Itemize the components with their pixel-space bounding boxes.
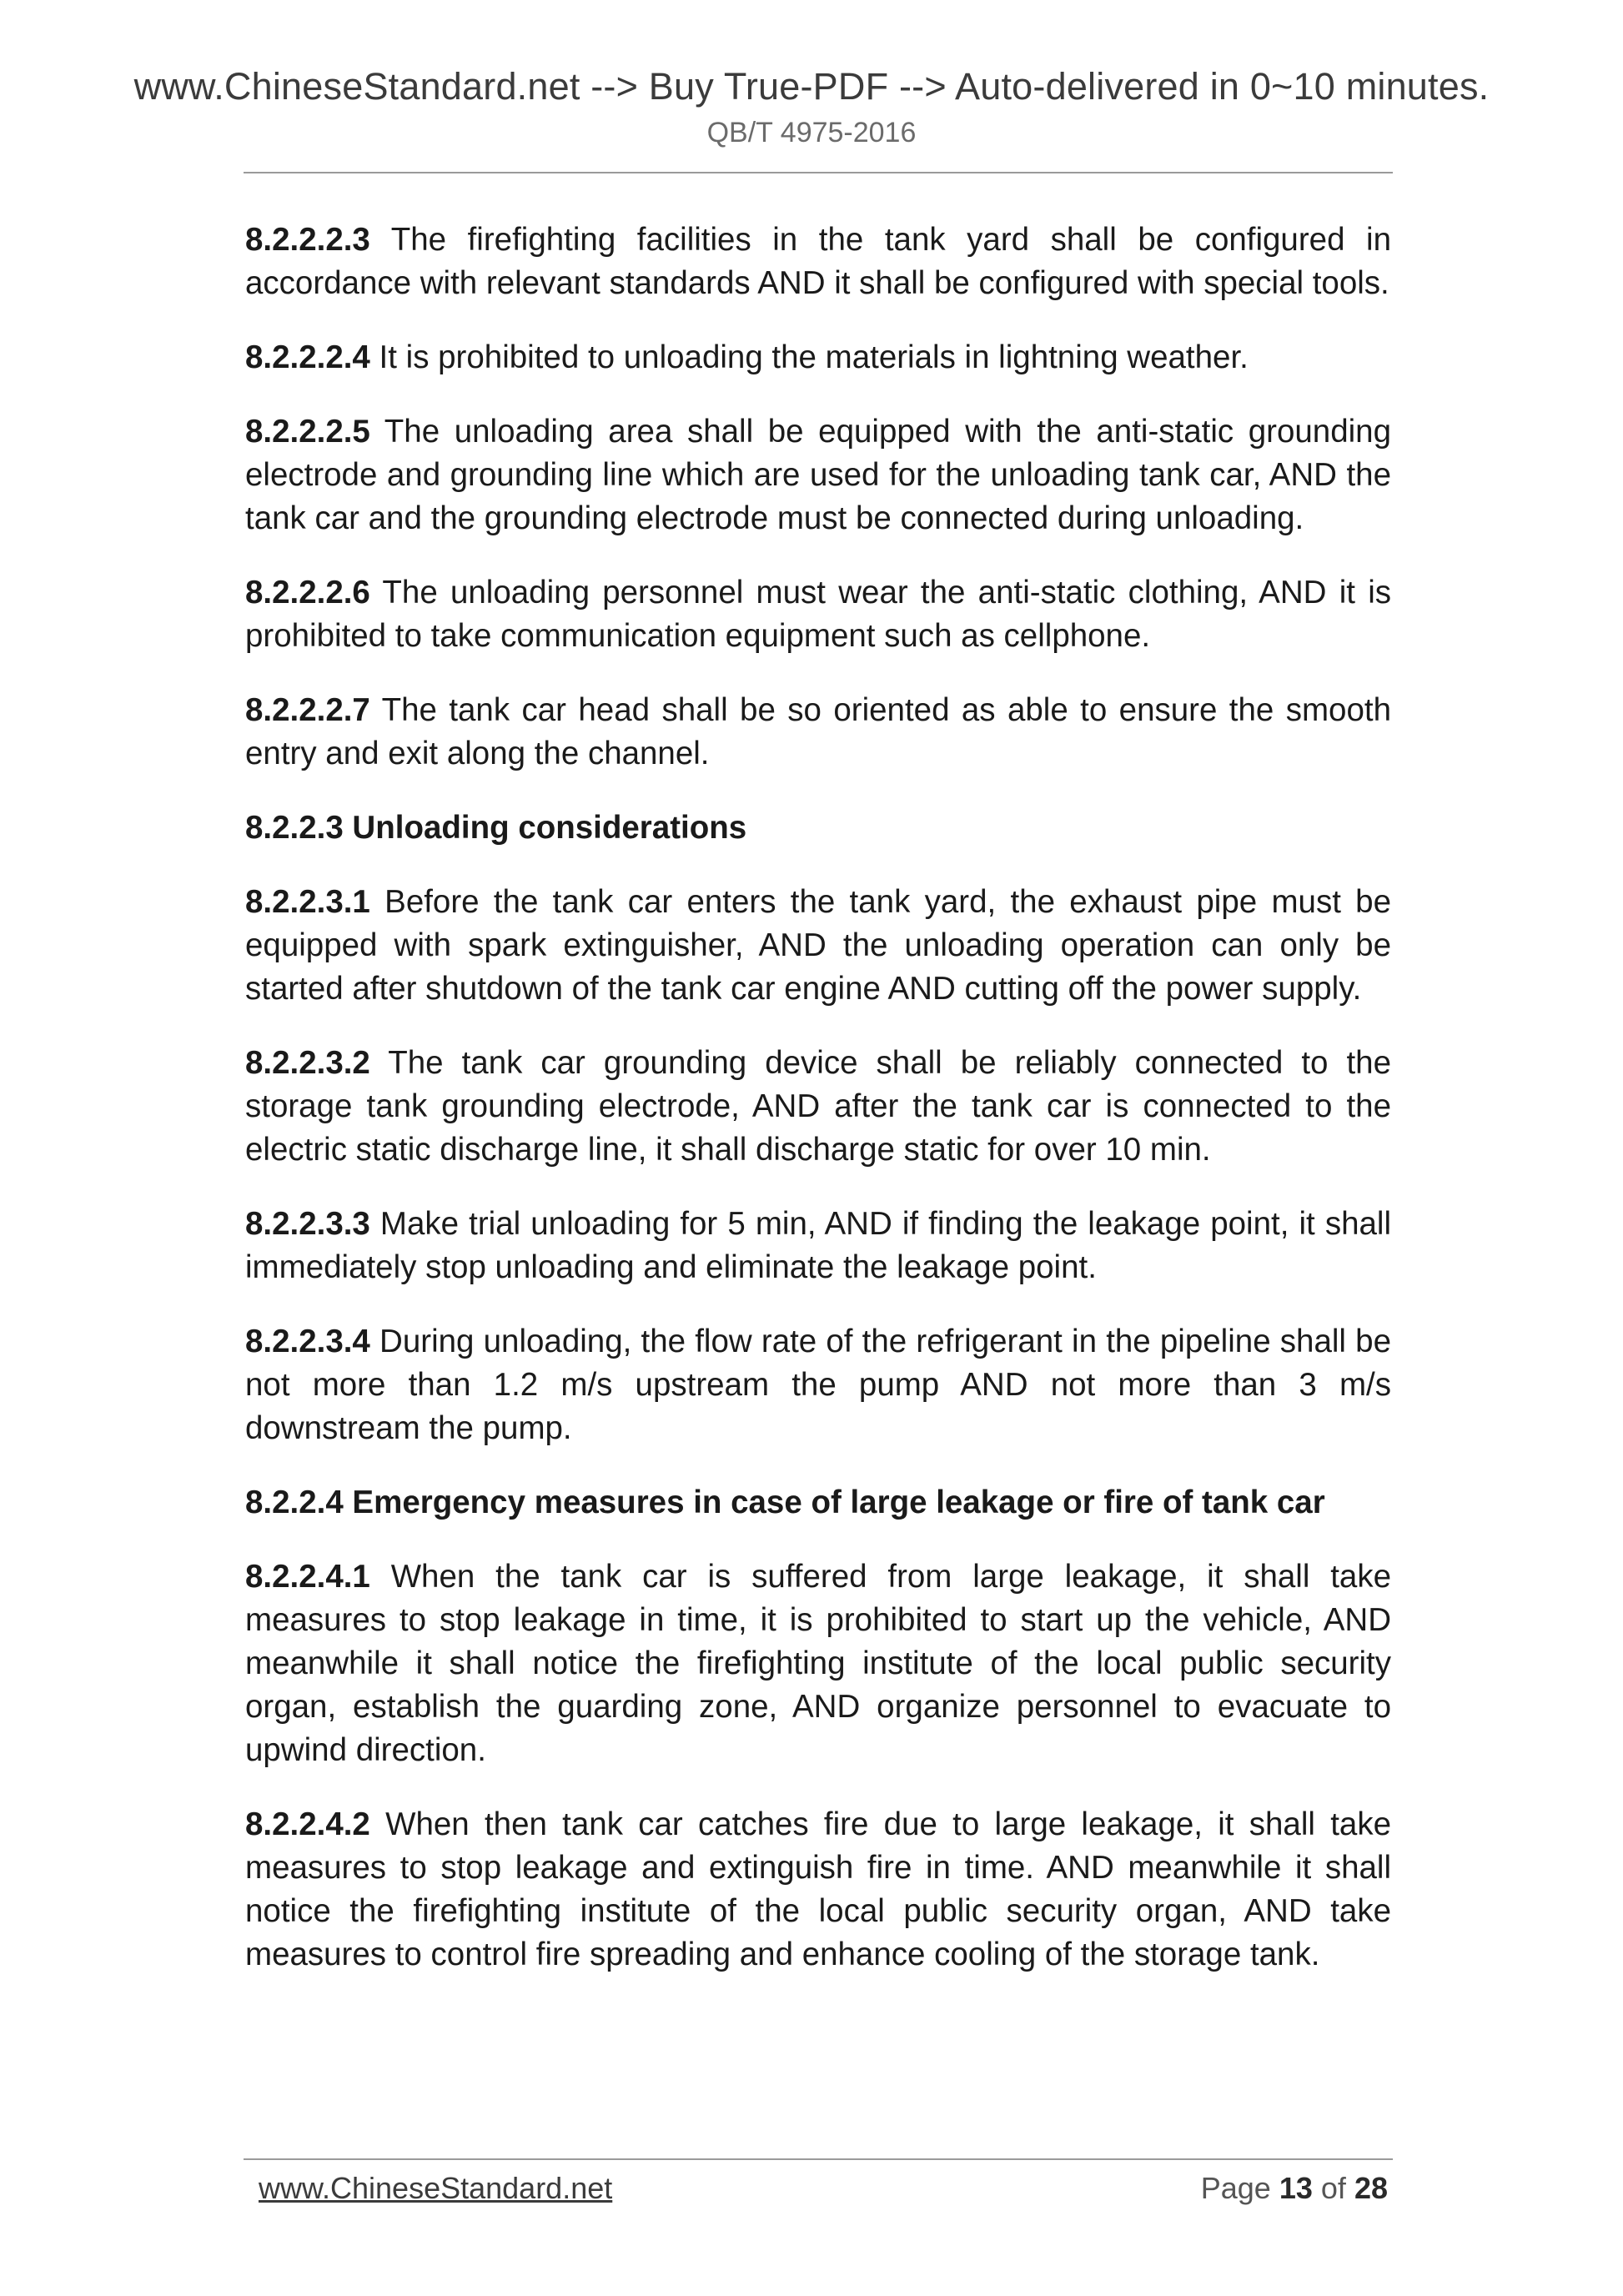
clause-8-2-2-3-2 xyxy=(245,1042,1391,1172)
clause-text: When then tank car catches fire due to large leakage, it shall take measures to stop leakage and extinguish fire in time. AND meanwhile it shall notice the firefighting institute of the local public security organ, AND take measures to control fire spreading and enhance cooling of the storage tank. xyxy=(245,1806,1391,1972)
clause-8-2-2-4-2 xyxy=(245,1803,1391,1977)
clause-number: 8.2.2.3.3 xyxy=(245,1206,370,1242)
clause-number: 8.2.2.2.5 xyxy=(245,414,370,450)
clause-8-2-2-2-3 xyxy=(245,219,1391,305)
page-of: of xyxy=(1320,2171,1346,2205)
page-total: 28 xyxy=(1354,2171,1388,2205)
clause-number: 8.2.2.2.4 xyxy=(245,339,370,375)
header-banner: www.ChineseStandard.net --> Buy True-PDF --> Auto-delivered in 0~10 minutes. xyxy=(133,65,1490,108)
section-heading-8-2-2-4: 8.2.2.4 Emergency measures in case of large leakage or fire of tank car xyxy=(245,1485,1325,1520)
footer-website-link[interactable]: www.ChineseStandard.net xyxy=(259,2171,613,2205)
document-code: QB/T 4975-2016 xyxy=(706,117,917,148)
clause-text: During unloading, the flow rate of the refrigerant in the pipeline shall be not more than 1.2 m/s upstream the pump AND not more than 3 m/s downstream the pump. xyxy=(245,1324,1391,1446)
header-divider xyxy=(244,172,1393,173)
clause-8-2-2-2-4 xyxy=(245,336,1391,379)
clause-text: The unloading area shall be equipped with the anti-static grounding electrode and grounding line which are used for the unloading tank car, AND the tank car and the grounding electrode must be connected during unloading. xyxy=(245,414,1391,536)
clause-8-2-2-2-5 xyxy=(245,410,1391,540)
clause-number: 8.2.2.3.1 xyxy=(245,884,370,920)
clause-text: The tank car grounding device shall be reliably connected to the storage tank grounding electrode, AND after the tank car is connected to the electric static discharge line, it shall discharge static for over 10 min. xyxy=(245,1045,1391,1168)
clause-8-2-2-3-1 xyxy=(245,881,1391,1011)
clause-text: It is prohibited to unloading the materials in lightning weather. xyxy=(369,339,1249,375)
clause-number: 8.2.2.4.2 xyxy=(245,1806,370,1842)
document-body xyxy=(245,219,1391,2007)
page-current: 13 xyxy=(1279,2171,1313,2205)
clause-text: When the tank car is suffered from large leakage, it shall take measures to stop leakage in time, it is prohibited to start up the vehicle, AND meanwhile it shall notice the firefighting institute of the local public security organ, establish the guarding zone, AND organize personnel to evacuate to upwind direction. xyxy=(245,1559,1391,1768)
clause-number: 8.2.2.3.4 xyxy=(245,1324,370,1359)
clause-8-2-2-2-6 xyxy=(245,571,1391,658)
footer-divider xyxy=(244,2158,1393,2160)
page-word: Page xyxy=(1200,2171,1271,2205)
clause-8-2-2-3-4 xyxy=(245,1320,1391,1450)
clause-8-2-2-3-3 xyxy=(245,1203,1391,1289)
clause-number: 8.2.2.2.6 xyxy=(245,575,370,610)
clause-text: Make trial unloading for 5 min, AND if finding the leakage point, it shall immediately stop unloading and eliminate the leakage point. xyxy=(245,1206,1391,1285)
clause-number: 8.2.2.4.1 xyxy=(245,1559,370,1595)
clause-number: 8.2.2.2.3 xyxy=(245,222,370,258)
clause-text: The unloading personnel must wear the anti-static clothing, AND it is prohibited to take communication equipment such as cellphone. xyxy=(245,575,1391,654)
page-number xyxy=(1201,2171,1388,2206)
clause-text: Before the tank car enters the tank yard, the exhaust pipe must be equipped with spark extinguisher, AND the unloading operation can only be started after shutdown of the tank car engine AND cutting off the power supply. xyxy=(245,884,1391,1007)
clause-8-2-2-2-7 xyxy=(245,689,1391,776)
clause-number: 8.2.2.3.2 xyxy=(245,1045,370,1081)
clause-text: The firefighting facilities in the tank yard shall be configured in accordance with relevant standards AND it shall be configured with special tools. xyxy=(245,222,1391,301)
clause-8-2-2-4-1 xyxy=(245,1555,1391,1772)
clause-number: 8.2.2.2.7 xyxy=(245,692,370,728)
section-heading-8-2-2-3: 8.2.2.3 Unloading considerations xyxy=(245,810,747,846)
clause-text: The tank car head shall be so oriented as able to ensure the smooth entry and exit along the channel. xyxy=(245,692,1391,771)
